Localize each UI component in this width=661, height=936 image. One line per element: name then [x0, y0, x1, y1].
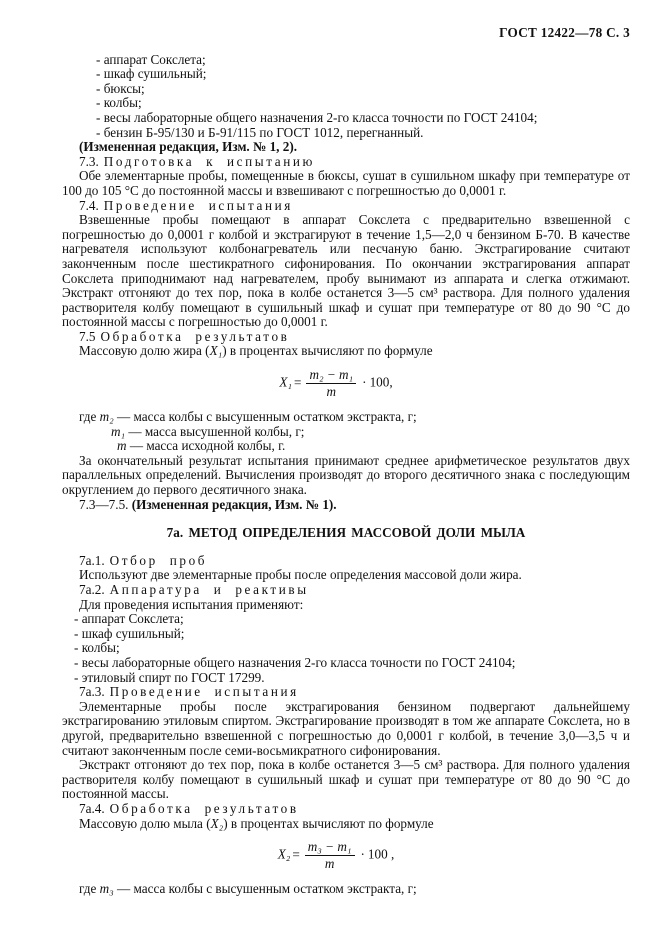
formula-lhs: X₁ [279, 374, 292, 390]
text-run: Обе элементарные пробы, помещенные в бюксы, сушат в сушильном шкафу при температуре от 100 до 105 °С до постоянной массы и взвешивают с погрешностью до 0,0001 г. [62, 168, 630, 198]
paragraph [62, 213, 630, 330]
list-item: - аппарат Сокслета; [74, 611, 184, 627]
paragraph [62, 700, 630, 758]
formula-punctuation: , [387, 846, 395, 862]
section-heading [62, 155, 630, 170]
paragraph: Для проведения испытания применяют: [79, 596, 304, 612]
fraction [305, 840, 355, 871]
definition-text: — масса колбы с высушенным остатком экстракта, г; [113, 409, 417, 425]
text-run: ) в процентах вычисляют по формуле [223, 815, 434, 831]
list-item: - бюксы; [96, 80, 145, 96]
list-item: - колбы; [74, 640, 120, 656]
document-body [62, 53, 630, 897]
text-run: Массовую долю жира ( [79, 343, 210, 359]
variable: m₃ [99, 881, 114, 897]
definition-line [62, 410, 630, 425]
definition-text: — масса исходной колбы, г. [126, 438, 286, 454]
definition-line [62, 439, 630, 454]
amendment-note [62, 498, 630, 513]
text-run: Экстракт отгоняют до тех пор, пока в колбе останется 3—5 см³ раствора. Для полного удаления растворителя колбу помещают в сушильный шкаф и сушат при температуре от 80 до 90 °С до постоянной массы. [62, 757, 630, 802]
list-item: - этиловый спирт по ГОСТ 17299. [74, 669, 265, 685]
multiplication-dot: · [360, 846, 365, 862]
multiplier: 100 [367, 846, 388, 862]
section-title: Обработка результатов [100, 328, 290, 344]
variable: X₂ [210, 815, 224, 831]
section-title: Обработка результатов [109, 800, 299, 816]
denominator: m [326, 384, 337, 400]
section-title: Подготовка к испытанию [103, 153, 315, 169]
text-run: Элементарные пробы после экстрагирования бензином подвергают дальнейшему экстрагированию этиловым спиртом. Экстрагирование производят в том же аппарате Сокслета, но в другой, предварительно взвешенной с погрешностью до 0,0001 г колбой, в течение 3,0—3,5 ч и считают законченным после семи-восьмикратного сифонирования. [62, 698, 630, 758]
section-number: 7а.1. [79, 552, 105, 568]
list-item: - колбы; [96, 95, 142, 111]
paragraph [62, 169, 630, 198]
text-run: Массовую долю мыла ( [79, 815, 211, 831]
denominator: m [324, 856, 335, 872]
text-run: ) в процентах вычисляют по формуле [222, 343, 433, 359]
section-number: 7а.2. [79, 582, 105, 597]
list-item: - шкаф сушильный; [96, 66, 207, 82]
definition-line [62, 882, 630, 897]
paragraph [62, 817, 630, 832]
text-run: Взвешенные пробы помещают в аппарат Сокслета с предварительно взвешенной с погрешностью до 0,0001 г колбой и экстрагируют в течение 1,5—2,0 ч бензином Б-70. В качестве нагревателя используют колбонагреватель или песчаную баню. Экстрагирование считают законченным после шестикратного сифонирования. По окончании экстрагирования аппарат Сокслета приподнимают над нагревателем, пробу вынимают из аппарата и слегка отжимают. Экстракт отгоняют до тех пор, пока в колбе останется 3—5 см³ раствора. Для полного удаления растворителя колбу помещают в сушильный шкаф и сушат при температуре от 80 до 90 °С до постоянной массы с погрешностью до 0,0001 г. [62, 212, 630, 330]
numerator: m₃ − m₁ [305, 840, 355, 856]
amendment-text: (Измененная редакция, Изм. № 1). [131, 496, 337, 512]
numerator: m₂ − m₁ [306, 368, 356, 384]
equals-sign: = [292, 846, 300, 862]
section-number: 7.3. [79, 153, 99, 169]
definition-text: — масса колбы с высушенным остатком экстракта, г; [113, 881, 417, 897]
page-header: ГОСТ 12422—78 С. 3 [499, 25, 630, 40]
section-heading [62, 802, 630, 817]
section-heading [62, 554, 630, 569]
variable: m₂ [99, 409, 114, 425]
section-heading [62, 685, 630, 700]
list-item: - весы лабораторные общего назначения 2-го класса точности по ГОСТ 24104; [74, 654, 516, 670]
definition-line [62, 425, 630, 440]
list-item: - бензин Б-95/130 и Б-91/115 по ГОСТ 1012, перегнанный. [96, 124, 424, 140]
section-number: 7.5 [79, 328, 96, 344]
multiplier: 100 [369, 374, 390, 390]
amendment-note: (Измененная редакция, Изм. № 1, 2). [79, 139, 298, 155]
section-title: Проведение испытания [109, 684, 299, 700]
formula-lhs: X₂ [277, 846, 291, 862]
section-number: 7а.3. [79, 684, 105, 700]
section-heading [62, 583, 630, 598]
list-item: - шкаф сушильный; [74, 625, 185, 641]
multiplication-dot: · [362, 374, 367, 390]
variable: m [117, 438, 127, 454]
chapter-heading: 7а. МЕТОД ОПРЕДЕЛЕНИЯ МАССОВОЙ ДОЛИ МЫЛА [166, 525, 526, 541]
definition-lead: где [79, 881, 100, 897]
section-title: Проведение испытания [103, 197, 293, 213]
formula-punctuation: , [389, 374, 393, 390]
paragraph [62, 758, 630, 802]
equals-sign: = [294, 374, 302, 390]
text-run: За окончательный результат испытания принимают среднее арифметическое результатов двух параллельных определений. Вычисления производят до второго десятичного знака с последующим округлением до первого десятичного знака. [62, 452, 630, 498]
list-item: - аппарат Сокслета; [96, 51, 206, 67]
section-number: 7.4. [79, 197, 99, 213]
paragraph [62, 454, 630, 498]
section-title: Аппаратура и реактивы [109, 582, 309, 597]
fraction [306, 368, 356, 399]
paragraph: Используют две элементарные пробы после определения массовой доли жира. [79, 567, 522, 583]
variable: X₁ [209, 343, 223, 359]
definition-text: — масса высушенной колбы, г; [125, 423, 305, 439]
formula [62, 368, 630, 399]
list-item: - весы лабораторные общего назначения 2-го класса точности по ГОСТ 24104; [96, 109, 538, 125]
section-heading [62, 199, 630, 214]
paragraph [62, 344, 630, 359]
section-title: Отбор проб [109, 552, 208, 568]
clause-range: 7.3—7.5. [79, 496, 132, 512]
section-number: 7а.4. [79, 800, 105, 816]
definition-lead: где [79, 409, 100, 425]
formula [62, 840, 630, 871]
section-heading [62, 330, 630, 345]
variable: m₁ [111, 423, 126, 439]
